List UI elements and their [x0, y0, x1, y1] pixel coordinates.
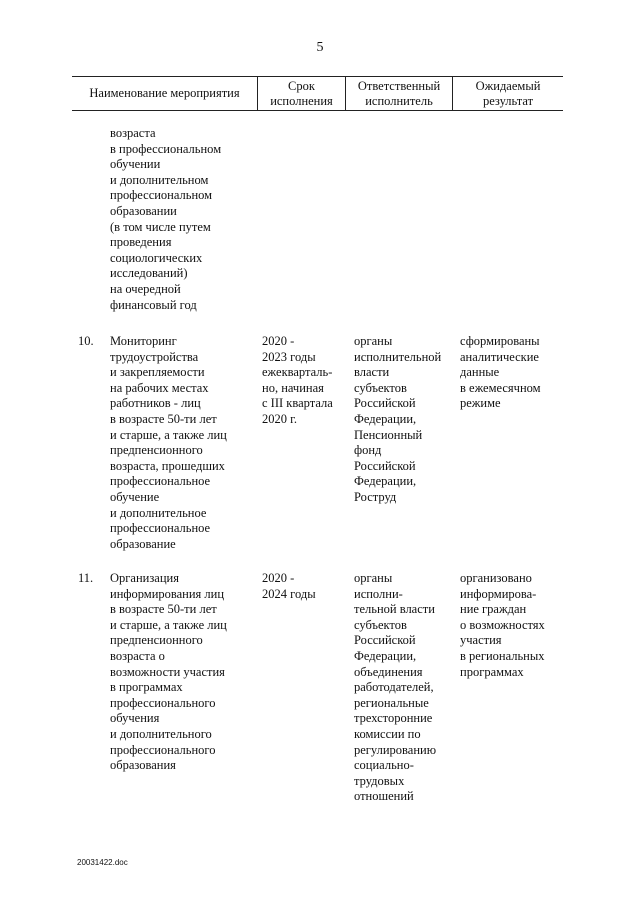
continuation-text: возраста в профессиональном обучении и дополнительном профессиональном образовании (в том числе путем проведения социологических исследований) на очередной финансовый год [110, 126, 222, 312]
row-term: 2020 - 2024 годы [262, 571, 316, 601]
header-result: Ожидаемый результат [475, 78, 541, 108]
row-responsible: органы исполни- тельной власти субъектов Российской Федерации, объединения работодателей, региональные трехсторонние комиссии по регулированию социально- трудовых отношений [354, 571, 437, 804]
row-number: 11. [78, 571, 94, 585]
page-number: 5 [316, 40, 324, 55]
row-result: организовано информирова- ние граждан о возможностях участия в региональных программах [460, 571, 545, 679]
row-result: сформированы аналитические данные в ежемесячном режиме [460, 334, 541, 411]
row-number: 10. [78, 334, 94, 348]
row-name: Организация информирования лиц в возрасте 50-ти лет и старше, а также лиц предпенсионного возраста о возможности участия в программах профессионального обучения и дополнительного профессионального образования [110, 571, 227, 773]
header-responsible: Ответственный исполнитель [357, 78, 441, 108]
footer-filename: 20031422.doc [77, 858, 128, 867]
header-rule-bottom [72, 110, 563, 111]
row-name: Мониторинг трудоустройства и закрепляемости на рабочих местах работников - лиц в возрасте 50-ти лет и старше, а также лиц предпенсионного возраста, прошедших профессиональное обучение и дополнительное профессиональное образование [110, 334, 227, 551]
header-term: Срок исполнения [270, 78, 333, 108]
row-responsible: органы исполнительной власти субъектов Российской Федерации, Пенсионный фонд Российской Федерации, Роструд [354, 334, 442, 504]
row-term: 2020 - 2023 годы ежекварталь- но, начиная с III квартала 2020 г. [262, 334, 333, 426]
header-name: Наименование мероприятия [89, 86, 240, 100]
